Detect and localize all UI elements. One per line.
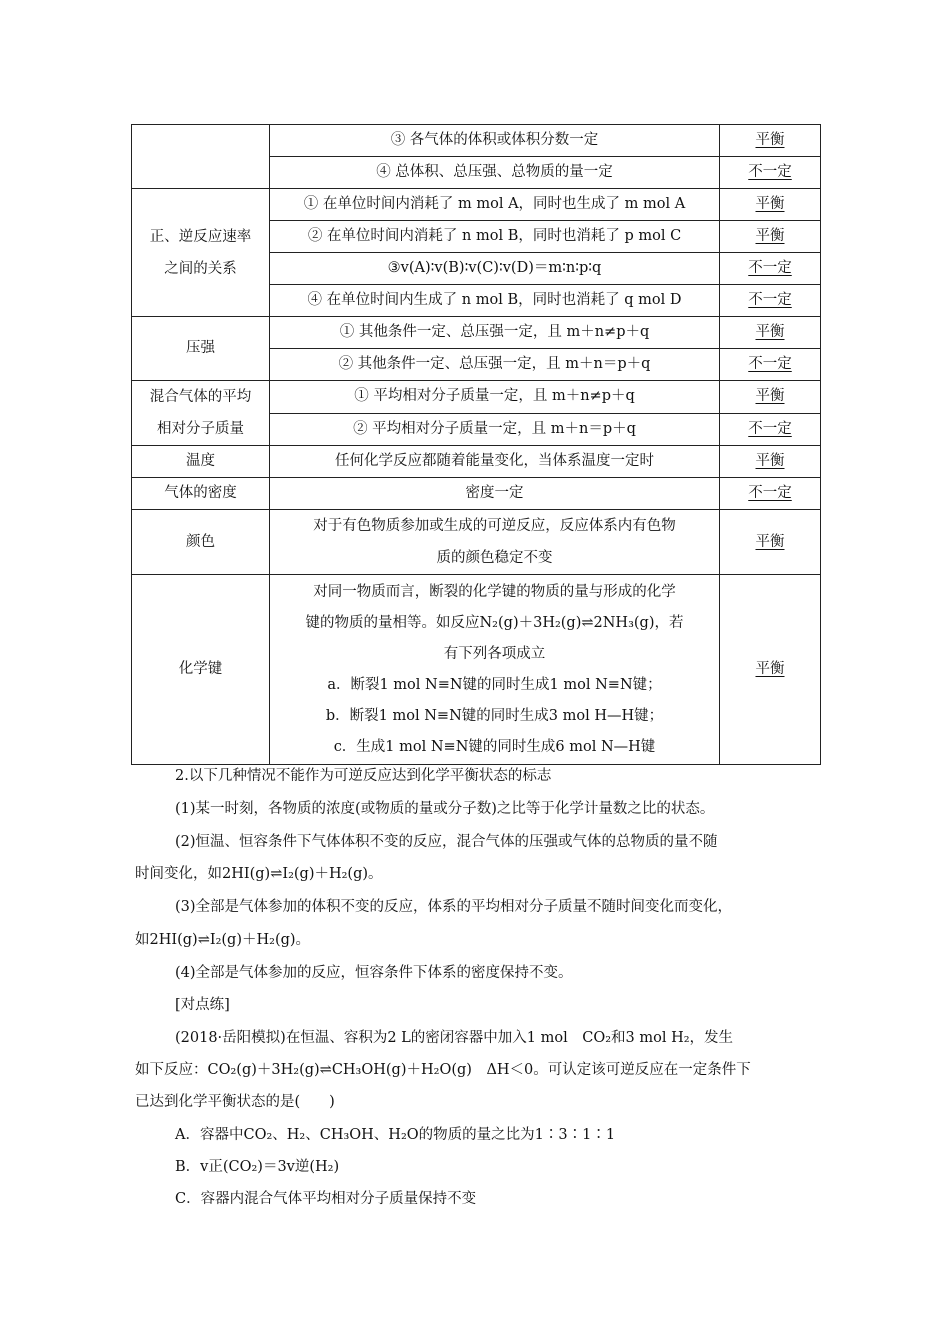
table-cell-condition: 对同一物质而言，断裂的化学键的物质的量与形成的化学 键的物质的量相等。如反应N₂(g)＋3H₂(g)⇌2NH₃(g)，若 有下列各项成立 a．断裂1 mol N≡N键的同时生成1 mol N≡N键； b．断裂1 mol N≡N键的同时生成3 mol H—H键； c．生成1 mol N≡N键的同时生成6 mol N—H键 xyxy=(270,575,720,765)
table-cell-condition: ① 在单位时间内消耗了 m mol A，同时也生成了 m mol A xyxy=(270,189,720,221)
table-cell-category: 气体的密度 xyxy=(132,478,270,510)
table-cell-condition: ③v(A)∶v(B)∶v(C)∶v(D)＝m∶n∶p∶q xyxy=(270,253,720,285)
table-cell-category: 化学键 xyxy=(132,575,270,765)
table-cell-condition: ④ 总体积、总压强、总物质的量一定 xyxy=(270,157,720,189)
table-cell-category: 颜色 xyxy=(132,510,270,575)
option-b[interactable]: B．v正(CO₂)＝3v逆(H₂) xyxy=(175,1159,340,1175)
option-c[interactable]: C．容器内混合气体平均相对分子质量保持不变 xyxy=(175,1191,477,1207)
table-cell-condition: 密度一定 xyxy=(270,478,720,510)
table-cell-category: 压强 xyxy=(132,317,270,381)
table-cell-result: 平衡 xyxy=(720,446,821,478)
table-cell-result: 不一定 xyxy=(720,253,821,285)
table-cell-result: 不一定 xyxy=(720,478,821,510)
table-cell-condition: ③ 各气体的体积或体积分数一定 xyxy=(270,125,720,157)
option-a[interactable]: A．容器中CO₂、H₂、CH₃OH、H₂O的物质的量之比为1∶3∶1∶1 xyxy=(175,1127,616,1143)
table-cell-result: 平衡 xyxy=(720,381,821,414)
question-text: 如下反应：CO₂(g)＋3H₂(g)⇌CH₃OH(g)＋H₂O(g) ΔH＜0。可认定该可逆反应在一定条件下 xyxy=(135,1062,751,1078)
practice-label: [对点练] xyxy=(175,997,230,1013)
paragraph: (4)全部是气体参加的反应，恒容条件下体系的密度保持不变。 xyxy=(175,965,573,981)
table-cell-result: 平衡 xyxy=(720,317,821,349)
table-cell-condition: ② 在单位时间内消耗了 n mol B，同时也消耗了 p mol C xyxy=(270,221,720,253)
table-cell-category: 混合气体的平均 相对分子质量 xyxy=(132,381,270,446)
table-cell-condition: ② 平均相对分子质量一定，且 m＋n＝p＋q xyxy=(270,413,720,446)
table-cell-category: 温度 xyxy=(132,446,270,478)
table-cell-result: 不一定 xyxy=(720,349,821,381)
equilibrium-criteria-table xyxy=(131,124,821,765)
table-cell-result: 不一定 xyxy=(720,285,821,317)
table-cell-condition: ④ 在单位时间内生成了 n mol B，同时也消耗了 q mol D xyxy=(270,285,720,317)
table-cell-result: 平衡 xyxy=(720,221,821,253)
table-cell-condition: ② 其他条件一定、总压强一定，且 m＋n＝p＋q xyxy=(270,349,720,381)
table-cell-category xyxy=(132,125,270,189)
table-cell-condition: 对于有色物质参加或生成的可逆反应，反应体系内有色物 质的颜色稳定不变 xyxy=(270,510,720,575)
table-cell-result: 不一定 xyxy=(720,157,821,189)
section-heading: 2.以下几种情况不能作为可逆反应达到化学平衡状态的标志 xyxy=(175,768,552,784)
table-cell-condition: 任何化学反应都随着能量变化，当体系温度一定时 xyxy=(270,446,720,478)
table-cell-condition: ① 其他条件一定、总压强一定，且 m＋n≠p＋q xyxy=(270,317,720,349)
question-text: (2018·岳阳模拟)在恒温、容积为2 L的密闭容器中加入1 mol CO₂和3 mol H₂，发生 xyxy=(175,1030,734,1046)
paragraph: (1)某一时刻，各物质的浓度(或物质的量或分子数)之比等于化学计量数之比的状态。 xyxy=(175,801,715,817)
table-cell-result: 平衡 xyxy=(720,510,821,575)
table-cell-result: 平衡 xyxy=(720,125,821,157)
table-cell-category: 正、逆反应速率 之间的关系 xyxy=(132,189,270,317)
table-cell-condition: ① 平均相对分子质量一定，且 m＋n≠p＋q xyxy=(270,381,720,414)
paragraph: (2)恒温、恒容条件下气体体积不变的反应，混合气体的压强或气体的总物质的量不随 xyxy=(175,834,718,850)
paragraph: 时间变化，如2HI(g)⇌I₂(g)＋H₂(g)。 xyxy=(135,866,383,882)
table-cell-result: 平衡 xyxy=(720,189,821,221)
paragraph: (3)全部是气体参加的体积不变的反应，体系的平均相对分子质量不随时间变化而变化， xyxy=(175,899,733,915)
question-text: 已达到化学平衡状态的是( ) xyxy=(135,1094,335,1110)
table-cell-result: 不一定 xyxy=(720,413,821,446)
paragraph: 如2HI(g)⇌I₂(g)＋H₂(g)。 xyxy=(135,932,311,948)
table-cell-result: 平衡 xyxy=(720,575,821,765)
